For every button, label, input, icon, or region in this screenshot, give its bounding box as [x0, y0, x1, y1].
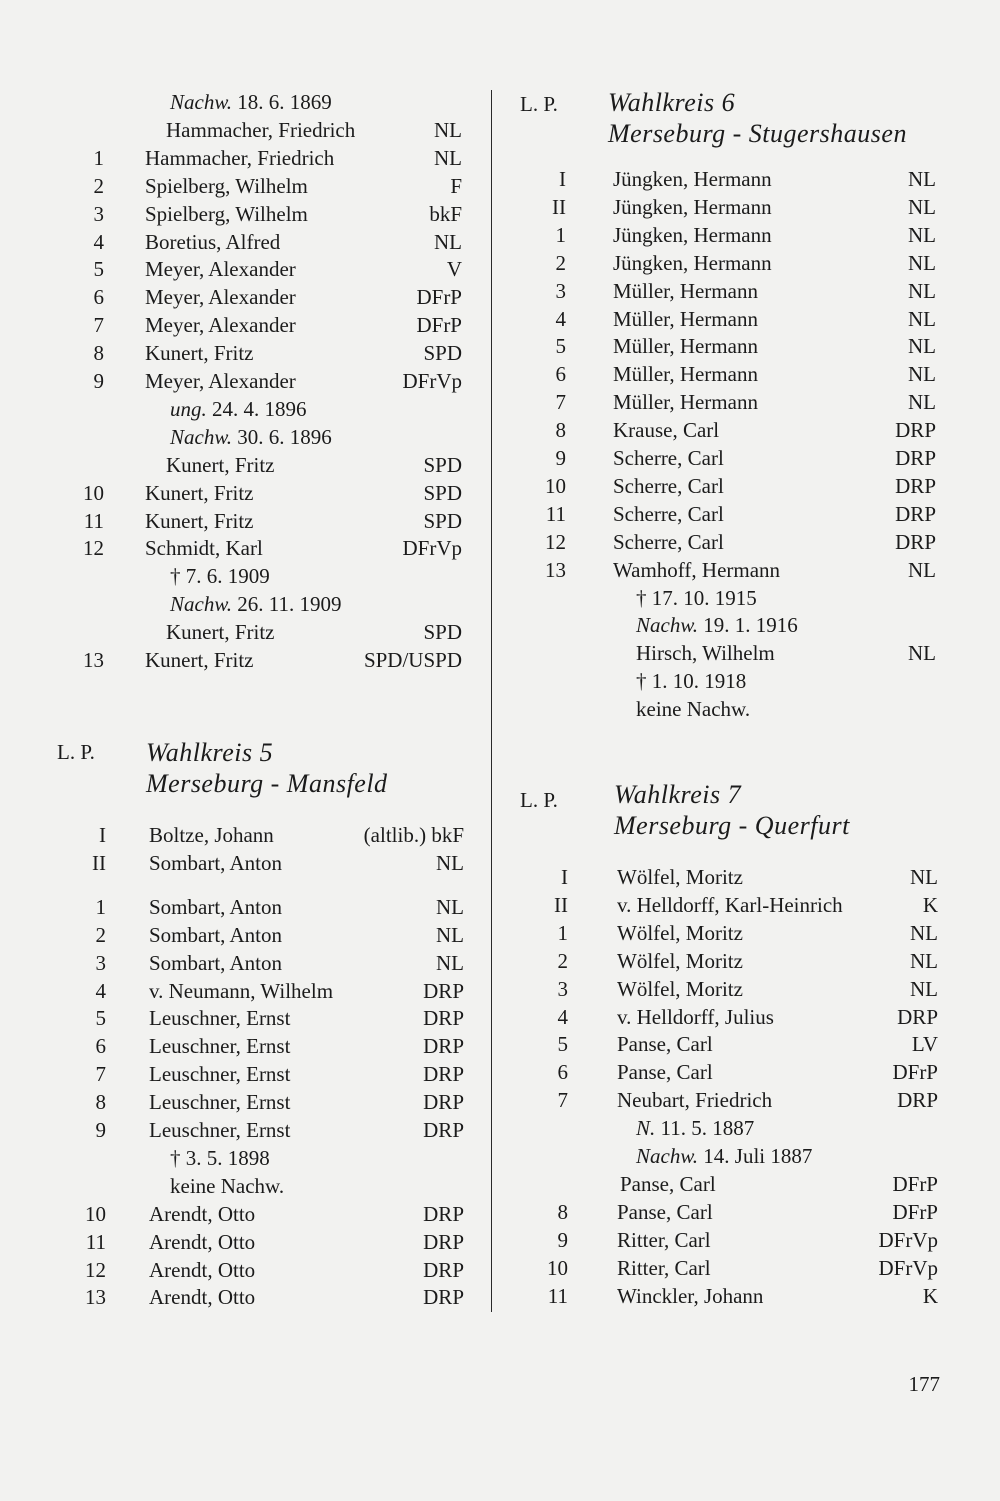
table-row — [0, 367, 490, 395]
member-name: Meyer, Alexander — [145, 257, 296, 282]
party-label: NL — [908, 557, 936, 582]
row-number: 3 — [95, 950, 106, 975]
party-label: DRP — [895, 473, 936, 498]
member-name: Sombart, Anton — [149, 894, 283, 919]
party-label: NL — [436, 922, 464, 947]
member-name: Panse, Carl — [620, 1171, 716, 1196]
note-label: ung. — [170, 396, 207, 421]
table-row — [500, 919, 1000, 947]
table-row — [0, 1228, 490, 1256]
party-label: DRP — [423, 1118, 464, 1142]
member-name: Wölfel, Moritz — [617, 948, 743, 973]
table-row — [0, 1088, 490, 1116]
table-row — [0, 1116, 490, 1144]
party-label: NL — [436, 894, 464, 919]
party-label: SPD — [423, 480, 462, 505]
table-row — [500, 193, 1000, 221]
party-label: DFrP — [416, 313, 462, 338]
table-row — [0, 949, 490, 977]
party-label: DRP — [423, 1006, 464, 1031]
table-row — [500, 1170, 1000, 1198]
note-date: † 3. 5. 1898 — [170, 1145, 270, 1170]
member-name: Müller, Hermann — [613, 306, 758, 331]
member-name: Scherre, Carl — [613, 446, 724, 470]
party-label: NL — [908, 222, 936, 247]
member-name: Meyer, Alexander — [145, 369, 296, 393]
row-number: 6 — [557, 1060, 568, 1085]
note-line — [170, 88, 332, 116]
row-number: 11 — [83, 508, 104, 533]
row-number: 7 — [557, 1088, 568, 1113]
table-row — [500, 863, 1000, 891]
row-number: I — [561, 865, 568, 889]
row-number: I — [559, 167, 566, 191]
row-number: 9 — [95, 1118, 106, 1142]
row-number: 7 — [555, 390, 566, 415]
table-row — [0, 144, 490, 172]
party-label: DRP — [423, 1257, 464, 1282]
member-name: Sombart, Anton — [149, 850, 283, 875]
note-date: 24. 4. 1896 — [206, 396, 307, 421]
lp-heading: L. P. — [520, 92, 558, 116]
table-row — [500, 1030, 1000, 1058]
note-line — [636, 667, 746, 695]
note-line — [170, 395, 307, 423]
member-name: Sombart, Anton — [149, 922, 283, 947]
row-number: 11 — [85, 1229, 106, 1254]
party-label: DRP — [895, 501, 936, 526]
table-row — [0, 921, 490, 949]
row-number: 4 — [93, 229, 104, 254]
table-row — [0, 534, 490, 562]
table-row — [500, 528, 1000, 556]
party-label: SPD — [423, 341, 462, 366]
member-name: Arendt, Otto — [149, 1285, 256, 1310]
lp-heading: L. P. — [57, 740, 95, 764]
member-name: Sombart, Anton — [149, 950, 283, 975]
table-row — [0, 507, 490, 535]
district-subtitle: Merseburg - Mansfeld — [146, 769, 388, 798]
row-number: 2 — [557, 948, 568, 973]
row-number: 13 — [83, 648, 104, 672]
party-label: SPD — [423, 508, 462, 533]
note-date: 11. 5. 1887 — [655, 1116, 755, 1141]
note-date: † 7. 6. 1909 — [170, 564, 270, 589]
note-line — [170, 590, 342, 618]
row-number: 8 — [555, 418, 566, 443]
member-name: Jüngken, Hermann — [613, 167, 772, 191]
note-label: Nachw. — [636, 613, 699, 638]
district-subtitle: Merseburg - Querfurt — [614, 811, 850, 840]
note-date: † 17. 10. 1915 — [636, 585, 757, 610]
member-name: Ritter, Carl — [617, 1255, 711, 1280]
member-name: Wölfel, Moritz — [617, 865, 743, 889]
party-label: NL — [908, 390, 936, 415]
member-name: Kunert, Fritz — [145, 508, 254, 533]
table-row — [500, 891, 1000, 919]
row-number: 4 — [95, 978, 106, 1003]
party-label: DRP — [423, 1201, 464, 1226]
party-label: DFrP — [416, 285, 462, 310]
member-name: Hirsch, Wilhelm — [636, 641, 775, 666]
table-row — [500, 444, 1000, 472]
row-number: 7 — [93, 313, 104, 338]
table-row — [0, 1283, 490, 1311]
note-line — [636, 584, 757, 612]
row-number: II — [552, 194, 566, 219]
table-row — [500, 277, 1000, 305]
row-number: I — [99, 823, 106, 847]
row-number: 6 — [555, 362, 566, 387]
table-row — [500, 1003, 1000, 1031]
member-name: Spielberg, Wilhelm — [145, 173, 308, 198]
table-row — [500, 1198, 1000, 1226]
member-name: Kunert, Fritz — [166, 452, 275, 477]
row-number: 7 — [95, 1062, 106, 1087]
member-name: Panse, Carl — [617, 1060, 713, 1085]
member-name: Arendt, Otto — [149, 1257, 256, 1282]
member-name: Scherre, Carl — [613, 501, 724, 526]
member-name: Scherre, Carl — [613, 529, 724, 554]
table-row — [500, 360, 1000, 388]
row-number: 12 — [545, 529, 566, 554]
party-label: NL — [908, 278, 936, 303]
table-row — [500, 305, 1000, 333]
note-date: 18. 6. 1869 — [232, 90, 332, 114]
row-number: 1 — [555, 222, 566, 247]
table-row — [0, 339, 490, 367]
member-name: Leuschner, Ernst — [149, 1034, 291, 1059]
note-line — [170, 1172, 284, 1200]
note-date: 30. 6. 1896 — [232, 424, 332, 449]
table-row — [500, 500, 1000, 528]
table-row — [500, 388, 1000, 416]
row-number: 2 — [93, 173, 104, 198]
member-name: Müller, Hermann — [613, 390, 758, 415]
row-number: 5 — [557, 1032, 568, 1057]
party-label: DRP — [423, 1034, 464, 1059]
party-label: DFrVp — [878, 1227, 938, 1252]
member-name: Leuschner, Ernst — [149, 1062, 291, 1087]
party-label: SPD — [423, 620, 462, 645]
party-label: DFrVp — [878, 1255, 938, 1280]
table-row — [0, 172, 490, 200]
member-name: v. Helldorff, Karl-Heinrich — [617, 892, 843, 917]
table-row — [0, 283, 490, 311]
table-row — [0, 646, 490, 674]
row-number: 12 — [85, 1257, 106, 1282]
row-number: 9 — [555, 446, 566, 470]
party-label: NL — [908, 641, 936, 666]
member-name: Leuschner, Ernst — [149, 1090, 291, 1115]
table-row — [0, 479, 490, 507]
member-name: Boltze, Johann — [149, 823, 274, 847]
row-number: 13 — [85, 1285, 106, 1310]
party-label: DRP — [423, 1090, 464, 1115]
party-label: DRP — [895, 446, 936, 470]
district-title: Wahlkreis 6 — [608, 88, 736, 117]
party-label: NL — [908, 334, 936, 359]
party-label: LV — [911, 1032, 938, 1057]
note-label: Nachw. — [170, 424, 233, 449]
table-row — [500, 221, 1000, 249]
page-number: 177 — [908, 1372, 940, 1396]
table-row — [0, 451, 490, 479]
party-label: DFrP — [892, 1171, 938, 1196]
row-number: 5 — [95, 1006, 106, 1031]
party-label: NL — [910, 865, 938, 889]
table-row — [0, 1060, 490, 1088]
table-row — [500, 639, 1000, 667]
party-label: K — [922, 1283, 938, 1308]
district-title: Wahlkreis 5 — [146, 738, 274, 767]
party-label: DRP — [897, 1088, 938, 1113]
party-label: SPD/USPD — [363, 648, 462, 672]
party-label: K — [922, 892, 938, 917]
table-row — [500, 249, 1000, 277]
table-row — [500, 1058, 1000, 1086]
table-row — [500, 472, 1000, 500]
member-name: Jüngken, Hermann — [613, 250, 772, 275]
member-name: Hammacher, Friedrich — [166, 117, 356, 142]
note-line — [636, 695, 750, 723]
member-name: Kunert, Fritz — [145, 480, 254, 505]
row-number: 8 — [95, 1090, 106, 1115]
party-label: NL — [434, 145, 462, 170]
member-name: Jüngken, Hermann — [613, 194, 772, 219]
party-label: NL — [908, 306, 936, 331]
party-label: NL — [908, 362, 936, 387]
note-date: 26. 11. 1909 — [232, 592, 342, 617]
row-number: 9 — [557, 1227, 568, 1252]
member-name: Leuschner, Ernst — [149, 1006, 291, 1031]
table-row — [0, 311, 490, 339]
party-label: NL — [910, 920, 938, 945]
row-number: 5 — [555, 334, 566, 359]
member-name: Wölfel, Moritz — [617, 920, 743, 945]
party-label: DRP — [895, 529, 936, 554]
member-name: Wölfel, Moritz — [617, 976, 743, 1001]
party-label: NL — [434, 229, 462, 254]
member-name: Panse, Carl — [617, 1199, 713, 1224]
member-name: Schmidt, Karl — [145, 536, 263, 561]
member-name: Wamhoff, Hermann — [613, 557, 781, 582]
table-row — [0, 1256, 490, 1284]
member-name: Neubart, Friedrich — [617, 1088, 773, 1113]
table-row — [500, 332, 1000, 360]
party-label: NL — [436, 950, 464, 975]
row-number: 3 — [93, 201, 104, 226]
party-label: NL — [910, 948, 938, 973]
note-label: Nachw. — [170, 592, 233, 617]
table-row — [0, 116, 490, 144]
party-label: NL — [436, 850, 464, 875]
note-label: N. — [636, 1116, 656, 1141]
party-label: DRP — [895, 418, 936, 443]
member-name: Arendt, Otto — [149, 1201, 256, 1226]
district-title: Wahlkreis 7 — [614, 780, 742, 809]
row-number: 4 — [555, 306, 566, 331]
party-label: F — [450, 173, 462, 198]
table-row — [0, 255, 490, 283]
member-name: Winckler, Johann — [617, 1283, 764, 1308]
note-date: keine Nachw. — [636, 697, 751, 722]
row-number: 3 — [555, 278, 566, 303]
party-label: DRP — [423, 1285, 464, 1310]
party-label: NL — [910, 976, 938, 1001]
member-name: Boretius, Alfred — [145, 229, 281, 254]
table-row — [500, 165, 1000, 193]
row-number: 3 — [557, 976, 568, 1001]
table-row — [0, 200, 490, 228]
table-row — [500, 1282, 1000, 1310]
note-date: 14. Juli 1887 — [698, 1144, 813, 1168]
member-name: Müller, Hermann — [613, 334, 758, 359]
party-label: NL — [908, 194, 936, 219]
table-row — [500, 1254, 1000, 1282]
member-name: Meyer, Alexander — [145, 313, 296, 338]
table-row — [0, 821, 490, 849]
table-row — [0, 618, 490, 646]
row-number: 4 — [557, 1004, 568, 1029]
row-number: 10 — [83, 480, 104, 505]
party-label: DRP — [423, 978, 464, 1003]
row-number: 1 — [93, 145, 104, 170]
table-row — [500, 1226, 1000, 1254]
table-row — [500, 556, 1000, 584]
member-name: v. Helldorff, Julius — [617, 1004, 774, 1029]
table-row — [500, 975, 1000, 1003]
member-name: Kunert, Fritz — [145, 341, 254, 366]
party-label: DFrVp — [402, 369, 462, 393]
member-name: Jüngken, Hermann — [613, 222, 772, 247]
table-row — [0, 977, 490, 1005]
member-name: Meyer, Alexander — [145, 285, 296, 310]
row-number: 2 — [555, 250, 566, 275]
member-name: Arendt, Otto — [149, 1229, 256, 1254]
party-label: (altlib.) bkF — [363, 823, 464, 847]
table-row — [0, 849, 490, 877]
party-label: DRP — [897, 1004, 938, 1029]
row-number: 8 — [557, 1199, 568, 1224]
row-number: 11 — [545, 501, 566, 526]
row-number: 10 — [85, 1201, 106, 1226]
party-label: DRP — [423, 1062, 464, 1087]
party-label: DFrP — [892, 1060, 938, 1085]
row-number: 1 — [95, 894, 106, 919]
table-row — [0, 893, 490, 921]
table-row — [0, 228, 490, 256]
member-name: Müller, Hermann — [613, 362, 758, 387]
party-label: V — [446, 257, 462, 282]
row-number: 13 — [545, 557, 566, 582]
row-number: 6 — [95, 1034, 106, 1059]
party-label: DFrP — [892, 1199, 938, 1224]
row-number: II — [554, 892, 568, 917]
note-line — [170, 1144, 270, 1172]
table-row — [500, 416, 1000, 444]
table-row — [500, 1086, 1000, 1114]
table-row — [0, 1200, 490, 1228]
party-label: NL — [434, 117, 462, 142]
member-name: v. Neumann, Wilhelm — [149, 978, 334, 1003]
member-name: Ritter, Carl — [617, 1227, 711, 1252]
member-name: Krause, Carl — [613, 418, 720, 443]
row-number: 1 — [557, 920, 568, 945]
member-name: Hammacher, Friedrich — [145, 145, 335, 170]
member-name: Kunert, Fritz — [145, 648, 254, 672]
row-number: 2 — [95, 922, 106, 947]
table-row — [500, 947, 1000, 975]
member-name: Panse, Carl — [617, 1032, 713, 1057]
row-number: 9 — [93, 369, 104, 393]
district-subtitle: Merseburg - Stugershausen — [608, 119, 907, 148]
note-line — [636, 611, 798, 639]
party-label: DRP — [423, 1229, 464, 1254]
party-label: bkF — [429, 201, 462, 226]
row-number: 11 — [547, 1283, 568, 1308]
note-line — [636, 1142, 812, 1170]
row-number: II — [92, 850, 106, 875]
note-date: keine Nachw. — [170, 1173, 285, 1198]
row-number: 10 — [547, 1255, 568, 1280]
lp-heading: L. P. — [520, 788, 558, 812]
member-name: Scherre, Carl — [613, 473, 724, 498]
row-number: 12 — [83, 536, 104, 561]
note-line — [170, 562, 270, 590]
table-row — [0, 1004, 490, 1032]
note-line — [636, 1114, 754, 1142]
note-date: † 1. 10. 1918 — [636, 669, 747, 694]
note-label: Nachw. — [170, 90, 233, 114]
row-number: 10 — [545, 473, 566, 498]
member-name: Leuschner, Ernst — [149, 1118, 291, 1142]
row-number: 8 — [93, 341, 104, 366]
member-name: Müller, Hermann — [613, 278, 758, 303]
table-row — [0, 1032, 490, 1060]
party-label: NL — [908, 250, 936, 275]
member-name: Kunert, Fritz — [166, 620, 275, 645]
party-label: DFrVp — [402, 536, 462, 561]
note-line — [170, 423, 332, 451]
party-label: SPD — [423, 452, 462, 477]
row-number: 5 — [93, 257, 104, 282]
party-label: NL — [908, 167, 936, 191]
column-divider — [491, 90, 492, 1312]
member-name: Spielberg, Wilhelm — [145, 201, 308, 226]
row-number: 6 — [93, 285, 104, 310]
note-label: Nachw. — [636, 1144, 699, 1168]
note-date: 19. 1. 1916 — [698, 613, 798, 638]
